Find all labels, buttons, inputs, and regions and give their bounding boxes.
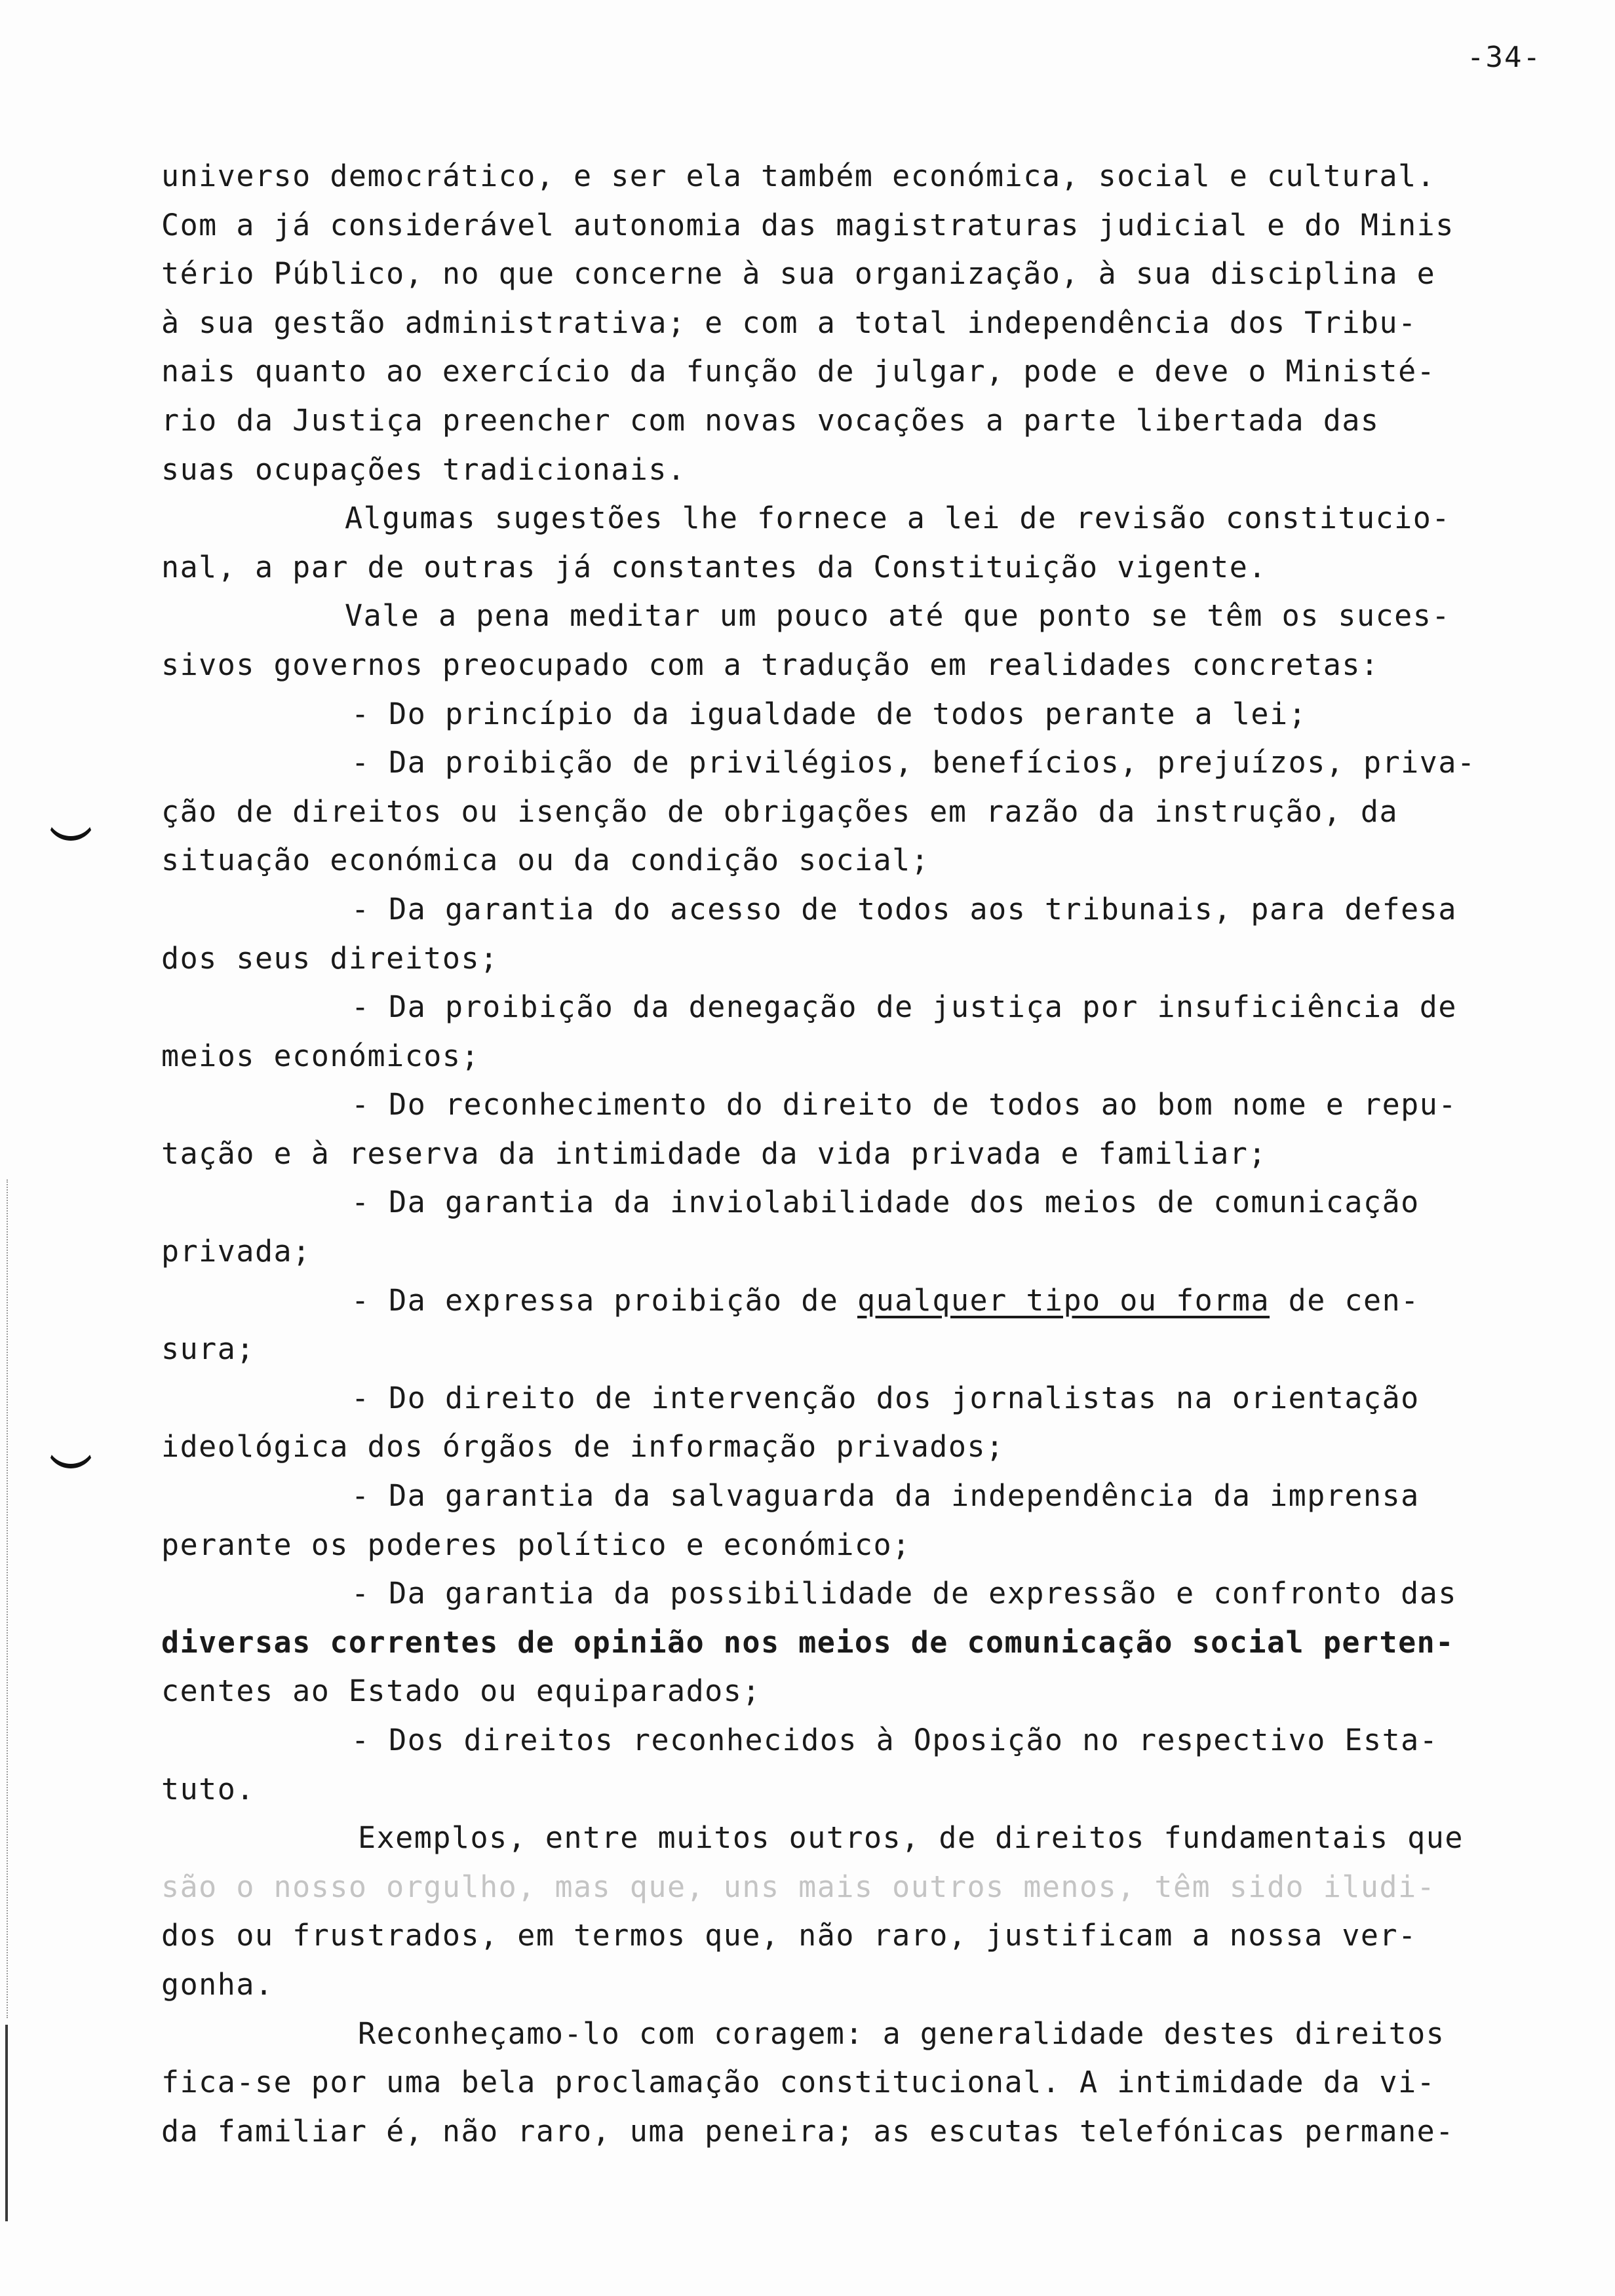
text-line: ção de direitos ou isenção de obrigações em razão da instrução, da	[161, 794, 1399, 829]
list-item-line: - Da garantia do acesso de todos aos tribunais, para defesa	[351, 891, 1457, 927]
paragraph-start-line: Algumas sugestões lhe fornece a lei de revisão constitucio-	[345, 501, 1450, 536]
text-line: Com a já considerável autonomia das magistraturas judicial e do Minis	[161, 207, 1454, 242]
list-item-line: - Da garantia da possibilidade de expressão e confronto das	[351, 1576, 1457, 1611]
text-line: à sua gestão administrativa; e com a total independência dos Tribu-	[161, 305, 1417, 340]
body-text	[161, 152, 1525, 2156]
paragraph-start-line: Reconheçamo-lo com coragem: a generalidade destes direitos	[358, 2016, 1445, 2051]
text-line: fica-se por uma bela proclamação constitucional. A intimidade da vi-	[161, 2065, 1436, 2100]
text-line: gonha.	[161, 1966, 274, 2002]
text-line: meios económicos;	[161, 1038, 480, 1073]
list-item-line: - Da proibição de privilégios, benefícios, prejuízos, priva-	[351, 745, 1476, 780]
paragraph-start-line: Exemplos, entre muitos outros, de direitos fundamentais que	[358, 1820, 1464, 1856]
text-line: sivos governos preocupado com a tradução em realidades concretas:	[161, 647, 1380, 682]
faded-text-line: são o nosso orgulho, mas que, uns mais outros menos, têm sido iludi-	[161, 1869, 1436, 1904]
underlined-phrase: qualquer tipo ou forma	[857, 1282, 1270, 1318]
text-line: tação e à reserva da intimidade da vida privada e familiar;	[161, 1136, 1267, 1171]
text-line: nais quanto ao exercício da função de julgar, pode e deve o Ministé-	[161, 354, 1436, 389]
punch-hole-mark	[46, 1439, 96, 1468]
paragraph-start-line: Vale a pena meditar um pouco até que ponto se têm os suces-	[345, 598, 1450, 634]
text-line: privada;	[161, 1234, 311, 1269]
list-item-line: - Do direito de intervenção dos jornalistas na orientação	[351, 1380, 1420, 1415]
text-line: situação económica ou da condição social;	[161, 843, 930, 878]
text-line: suas ocupações tradicionais.	[161, 451, 686, 487]
list-item-line: - Da proibição da denegação de justiça por insuficiência de	[351, 989, 1457, 1025]
text-line: dos seus direitos;	[161, 940, 499, 976]
text-line: da familiar é, não raro, uma peneira; as escutas telefónicas permane-	[161, 2113, 1454, 2149]
text-segment: - Da expressa proibição de	[351, 1282, 857, 1318]
text-line: sura;	[161, 1331, 255, 1367]
page-number: -34-	[1467, 41, 1542, 74]
text-line: ideológica dos órgãos de informação privados;	[161, 1429, 1005, 1464]
list-item-line	[161, 1276, 1525, 1326]
text-segment: de cen-	[1270, 1282, 1420, 1318]
list-item-line: - Da garantia da inviolabilidade dos meios de comunicação	[351, 1185, 1420, 1220]
text-line: diversas correntes de opinião nos meios de comunicação social perten-	[161, 1624, 1454, 1660]
text-line: universo democrático, e ser ela também económica, social e cultural.	[161, 159, 1436, 193]
text-line: rio da Justiça preencher com novas vocações a parte libertada das	[161, 402, 1380, 438]
text-line: centes ao Estado ou equiparados;	[161, 1674, 761, 1709]
list-item-line: - Da garantia da salvaguarda da independência da imprensa	[351, 1478, 1420, 1514]
list-item-line: - Do reconhecimento do direito de todos ao bom nome e repu-	[351, 1087, 1457, 1122]
margin-scan-edge	[5, 2025, 8, 2221]
list-item-line: - Do princípio da igualdade de todos perante a lei;	[351, 696, 1308, 731]
text-line: nal, a par de outras já constantes da Constituição vigente.	[161, 549, 1267, 584]
text-line: dos ou frustrados, em termos que, não raro, justificam a nossa ver-	[161, 1918, 1417, 1953]
text-line: perante os poderes político e económico;	[161, 1527, 911, 1562]
punch-hole-mark	[46, 811, 96, 841]
text-line: tuto.	[161, 1771, 255, 1807]
list-item-line: - Dos direitos reconhecidos à Oposição no respectivo Esta-	[351, 1723, 1439, 1757]
margin-scan-artifact	[7, 1179, 9, 2018]
text-line: tério Público, no que concerne à sua organização, à sua disciplina e	[161, 256, 1436, 292]
